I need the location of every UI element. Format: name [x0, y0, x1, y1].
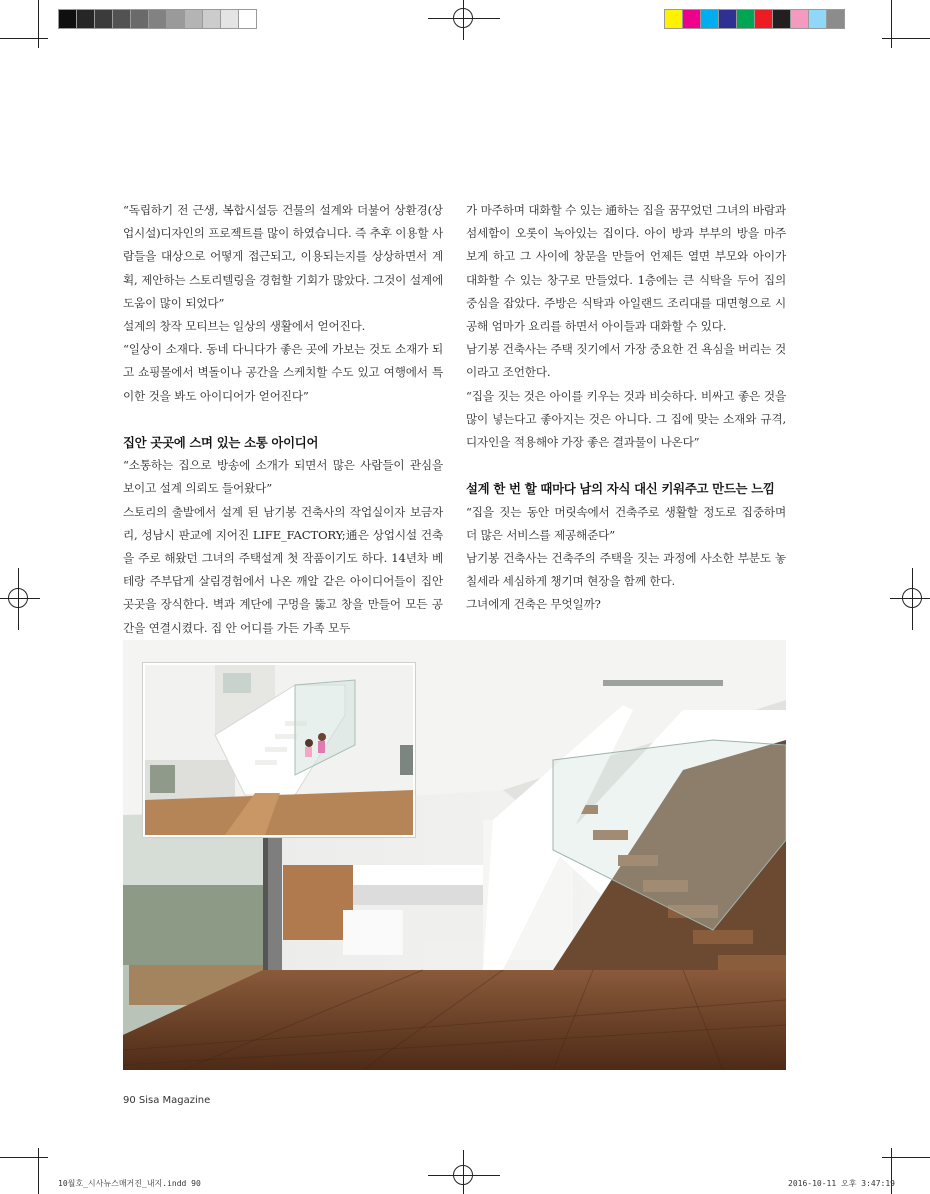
color-swatch — [184, 9, 203, 29]
body-paragraph: 설계의 창작 모티브는 일상의 생활에서 얻어진다. — [123, 319, 366, 334]
color-swatch — [238, 9, 257, 29]
body-paragraph: “독립하기 전 근생, 복합시설등 건물의 설계와 더불어 상환경(상업시설)디자인의 프로젝트를 많이 하였습니다. 즉 추후 이용할 사람들을 대상으로 어떻게 접근되고, 이용되는지를 상상하면서 계획, 제안하는 스토리텔링을 경험할 기회가 많았다. 그것이 설계에 도움이 많이 되었다” — [123, 203, 443, 310]
body-paragraph: 그녀에게 건축은 무엇일까? — [466, 597, 601, 612]
color-swatch — [166, 9, 185, 29]
page-footer: 90 Sisa Magazine — [123, 1095, 211, 1106]
body-paragraph: “소통하는 집으로 방송에 소개가 되면서 많은 사람들이 관심을 보이고 설계 의뢰도 들어왔다” — [123, 458, 443, 496]
grayscale-color-bar — [58, 9, 256, 29]
color-swatch — [220, 9, 239, 29]
cmyk-color-bar — [664, 9, 844, 29]
color-swatch — [58, 9, 77, 29]
color-swatch — [718, 9, 737, 29]
body-paragraph: “일상이 소재다. 동네 다니다가 좋은 곳에 가보는 것도 소재가 되고 쇼핑몰에서 벽돌이나 공간을 스케치할 수도 있고 여행에서 특이한 것을 봐도 아이디어가 얻어진다” — [123, 342, 443, 403]
color-swatch — [682, 9, 701, 29]
body-paragraph: “집을 짓는 동안 머릿속에서 건축주로 생활할 정도로 집중하며 더 많은 서비스를 제공해준다” — [466, 504, 786, 542]
body-paragraph: 남기봉 건축사는 주택 짓기에서 가장 중요한 건 욕심을 버리는 것이라고 조언한다. — [466, 342, 786, 380]
color-swatch — [130, 9, 149, 29]
body-paragraph: 남기봉 건축사는 건축주의 주택을 짓는 과정에 사소한 부분도 놓칠세라 세심하게 챙기며 현장을 함께 한다. — [466, 551, 786, 589]
inset-photo — [143, 663, 415, 837]
color-swatch — [94, 9, 113, 29]
color-swatch — [148, 9, 167, 29]
color-swatch — [700, 9, 719, 29]
color-swatch — [112, 9, 131, 29]
color-swatch — [76, 9, 95, 29]
color-swatch — [826, 9, 845, 29]
slug-file: 10월호_시사뉴스매거진_내지.indd 90 — [58, 1179, 201, 1188]
body-paragraph: 스토리의 출발에서 설계 된 남기봉 건축사의 작업실이자 보금자리, 성남시 판교에 지어진 LIFE_FACTORY;通은 상업시설 건축을 주로 해왔던 그녀의 주택설계 첫 작품이기도 하다. 14년차 베테랑 주부답게 살림경험에서 나온 깨알 같은 아이디어들이 집안 곳곳을 장식한다. 벽과 계단에 구멍을 뚫고 창을 만들어 모든 공간을 연결시켰다. 집 안 어디를 가든 가족 모두 — [123, 504, 443, 635]
left-text-column — [123, 199, 443, 640]
section-heading: 집안 곳곳에 스며 있는 소통 아이디어 — [123, 435, 319, 451]
right-text-column — [466, 199, 786, 617]
color-swatch — [664, 9, 683, 29]
color-swatch — [736, 9, 755, 29]
body-paragraph: “집을 짓는 것은 아이를 키우는 것과 비슷하다. 비싸고 좋은 것을 많이 넣는다고 좋아지는 것은 아니다. 그 집에 맞는 소재와 규격, 디자인을 적용해야 가장 좋은 결과물이 나온다” — [466, 388, 786, 450]
body-paragraph: 가 마주하며 대화할 수 있는 通하는 집을 꿈꾸었던 그녀의 바람과 섬세함이 오롯이 녹아있는 집이다. 아이 방과 부부의 방을 마주 보게 하고 그 사이에 창문을 만들어 언제든 열면 부모와 아이가 대화할 수 있는 창구로 만들었다. 1층에는 큰 식탁을 두어 집의 중심을 잡았다. 주방은 식탁과 아일랜드 조리대를 대면형으로 시공해 엄마가 요리를 하면서 아이들과 대화할 수 있다. — [466, 203, 786, 334]
color-swatch — [754, 9, 773, 29]
section-heading: 설계 한 번 할 때마다 남의 자식 대신 키워주고 만드는 느낌 — [466, 481, 775, 497]
color-swatch — [202, 9, 221, 29]
color-swatch — [772, 9, 791, 29]
color-swatch — [790, 9, 809, 29]
color-swatch — [808, 9, 827, 29]
slug-timestamp: 2016-10-11 오후 3:47:19 — [788, 1179, 895, 1188]
